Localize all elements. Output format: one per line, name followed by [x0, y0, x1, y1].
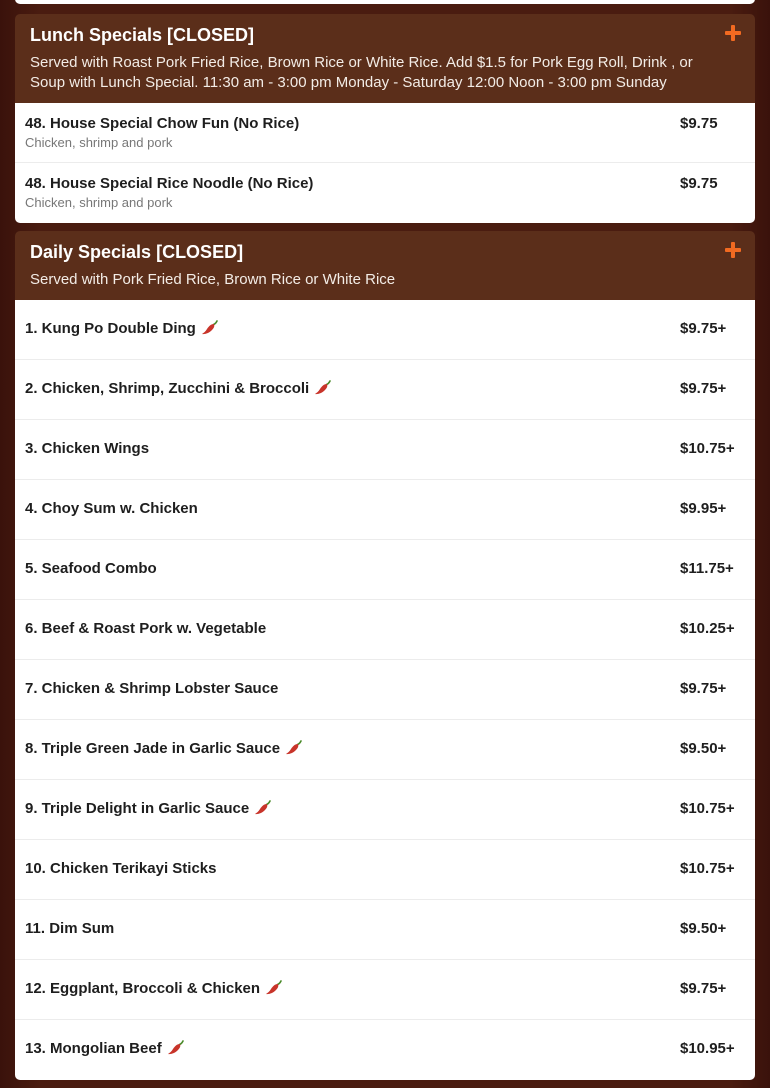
- menu-item-name: 48. House Special Rice Noodle (No Rice): [25, 175, 314, 192]
- menu-item-price: $9.75: [680, 175, 718, 192]
- menu-item[interactable]: [15, 420, 755, 480]
- menu-item[interactable]: [15, 1020, 755, 1080]
- menu-item[interactable]: [15, 720, 755, 780]
- menu-item-name: [25, 500, 198, 517]
- menu-item-name-text: 9. Triple Delight in Garlic Sauce: [25, 800, 250, 817]
- chili-pepper-icon: [314, 380, 332, 396]
- menu-item-name-text: 13. Mongolian Beef: [25, 1040, 162, 1057]
- menu-item-name: [25, 800, 272, 817]
- menu-item-price: $9.75+: [680, 380, 727, 397]
- category-description: Served with Pork Fried Rice, Brown Rice or White Rice: [30, 271, 396, 288]
- menu-item-name: [25, 740, 303, 757]
- menu-item-name-text: 3. Chicken Wings: [25, 440, 150, 457]
- menu-item-name: [25, 380, 332, 397]
- menu-item-price: $10.95+: [680, 1040, 735, 1057]
- menu-item-name-text: 12. Eggplant, Broccoli & Chicken: [25, 980, 261, 997]
- menu-item-name-text: 2. Chicken, Shrimp, Zucchini & Broccoli: [25, 380, 310, 397]
- menu-item-price: $10.25+: [680, 620, 735, 637]
- menu-item-name-text: 10. Chicken Terikayi Sticks: [25, 860, 217, 877]
- menu-item-price: $9.75+: [680, 980, 727, 997]
- menu-item-price: $9.75+: [680, 680, 727, 697]
- category-daily-specials: [15, 231, 755, 1080]
- category-title: Daily Specials [CLOSED]: [30, 242, 244, 262]
- menu-item[interactable]: [15, 360, 755, 420]
- menu-item-name: [25, 980, 283, 997]
- menu-item-price: $11.75+: [680, 560, 734, 577]
- menu-item-name-text: 6. Beef & Roast Pork w. Vegetable: [25, 620, 267, 637]
- menu-item[interactable]: [15, 480, 755, 540]
- menu-item-name-text: 7. Chicken & Shrimp Lobster Sauce: [25, 680, 279, 697]
- plus-icon[interactable]: [725, 242, 741, 258]
- menu-item-price: $9.75: [680, 115, 718, 132]
- previous-category-card-end: [15, 0, 755, 4]
- menu-item-name: [25, 620, 266, 637]
- menu-item-description: Chicken, shrimp and pork: [25, 135, 173, 150]
- menu-item-name-text: 11. Dim Sum: [25, 920, 115, 937]
- chili-pepper-icon: [285, 740, 303, 756]
- menu-item[interactable]: [15, 840, 755, 900]
- menu-item-list: [15, 103, 755, 223]
- menu-item-price: $9.50+: [680, 920, 727, 937]
- menu-item[interactable]: [15, 660, 755, 720]
- menu-item-list: [15, 300, 755, 1080]
- menu-item[interactable]: [15, 600, 755, 660]
- menu-item[interactable]: [15, 300, 755, 360]
- menu-item[interactable]: [15, 960, 755, 1020]
- menu-item-name: [25, 1040, 185, 1057]
- menu-item-name: [25, 860, 217, 877]
- category-title: Lunch Specials [CLOSED]: [30, 25, 255, 45]
- menu-item-name: 48. House Special Chow Fun (No Rice): [25, 115, 300, 132]
- chili-pepper-icon: [254, 800, 272, 816]
- plus-icon[interactable]: [725, 25, 741, 41]
- menu-item-price: $10.75+: [680, 440, 735, 457]
- chili-pepper-icon: [167, 1040, 185, 1056]
- menu-item-name-text: 8. Triple Green Jade in Garlic Sauce: [25, 740, 281, 757]
- category-header[interactable]: [15, 14, 755, 103]
- menu-item-name: [25, 320, 219, 337]
- menu-item[interactable]: [15, 163, 755, 223]
- menu-item-name-text: 4. Choy Sum w. Chicken: [25, 500, 198, 517]
- menu-item-name-text: 5. Seafood Combo: [25, 560, 157, 577]
- menu-item-description: Chicken, shrimp and pork: [25, 195, 173, 210]
- menu-item[interactable]: [15, 900, 755, 960]
- menu-item-price: $9.75+: [680, 320, 727, 337]
- menu-item[interactable]: [15, 540, 755, 600]
- menu-item-name: [25, 680, 278, 697]
- menu-item-name: [25, 920, 114, 937]
- menu-item[interactable]: [15, 103, 755, 163]
- menu-item-name-text: 1. Kung Po Double Ding: [25, 320, 196, 337]
- menu-item-name: [25, 440, 149, 457]
- chili-pepper-icon: [265, 980, 283, 996]
- menu-item-price: $10.75+: [680, 800, 735, 817]
- menu-item-price: $10.75+: [680, 860, 735, 877]
- category-lunch-specials: [15, 14, 755, 223]
- chili-pepper-icon: [201, 320, 219, 336]
- category-header[interactable]: [15, 231, 755, 300]
- menu-item-price: $9.95+: [680, 500, 727, 517]
- menu-item-name: [25, 560, 157, 577]
- category-description: Served with Roast Pork Fried Rice, Brown Rice or White Rice. Add $1.5 for Pork Egg Roll, Drink , or Soup with Lunch Special. 11:30 am - 3:00 pm Monday - Saturday 12:00 Noon - 3:00 pm Sunday: [30, 54, 693, 91]
- menu-item-price: $9.50+: [680, 740, 727, 757]
- menu-item[interactable]: [15, 780, 755, 840]
